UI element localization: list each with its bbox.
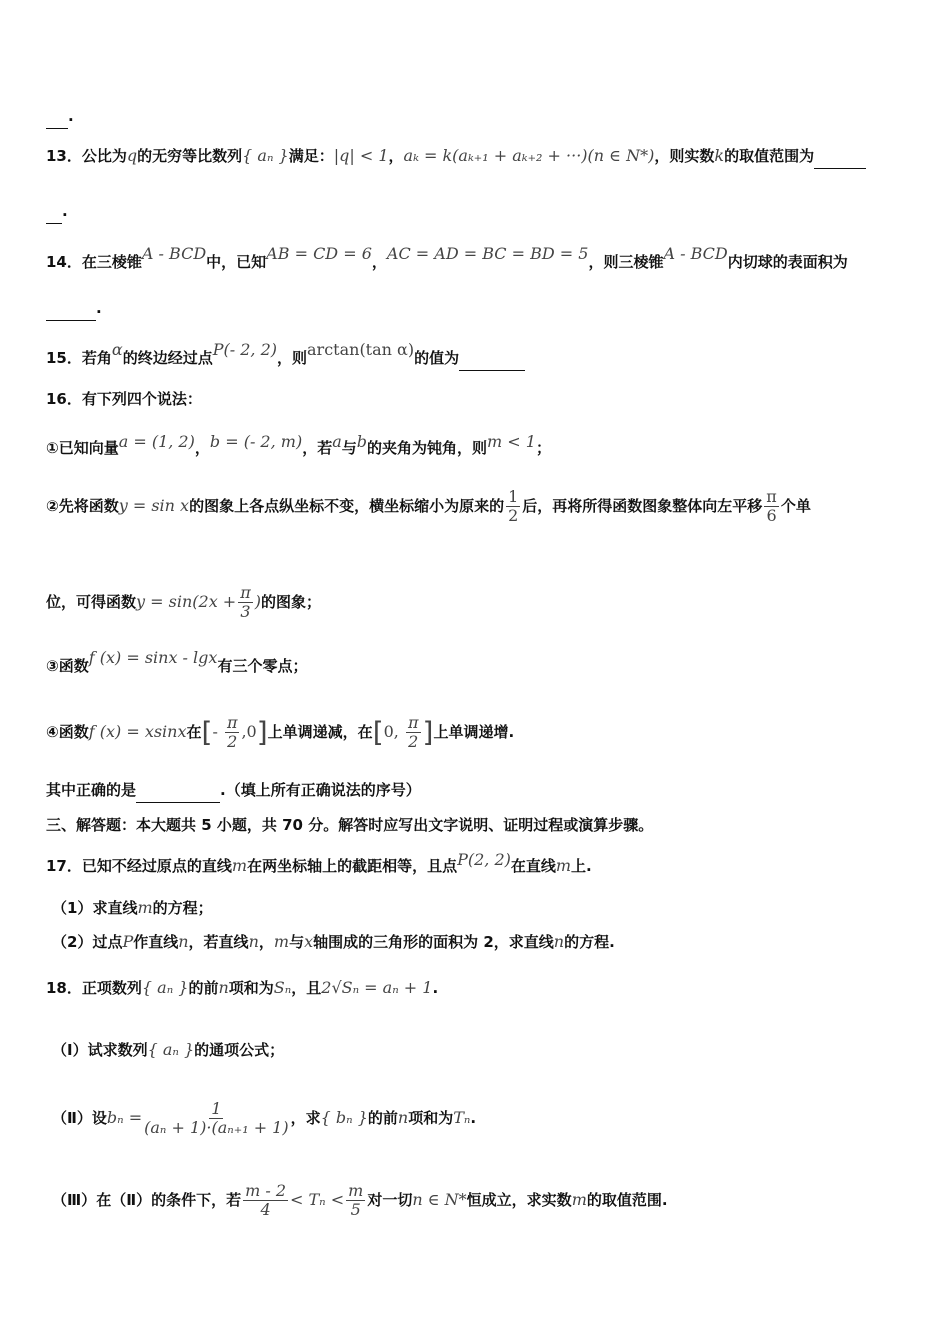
question-16 (46, 389, 910, 409)
question-number: 14． (46, 253, 82, 271)
q18-text: ，且 (291, 979, 322, 997)
q18-text: 项和为 (228, 979, 274, 997)
math-n: n (218, 978, 229, 997)
q17-text: ， (258, 933, 274, 951)
q18-text: 的取值范围. (586, 1191, 668, 1209)
q18-text: 恒成立，求实数 (466, 1191, 572, 1209)
q17-part-2 (52, 932, 910, 952)
question-17 (46, 850, 910, 876)
fraction-denominator: (aₙ + 1)·(aₙ₊₁ + 1) (144, 1118, 289, 1137)
q17-text: 在直线 (510, 857, 556, 875)
s4-text: 上单调递增. (433, 723, 515, 741)
fraction-denominator: 5 (350, 1200, 361, 1219)
statement-mark: ① (46, 439, 59, 457)
q17-text: 在两坐标轴上的截距相等，且点 (247, 857, 458, 875)
math-function: f (x) = xsinx (88, 722, 187, 741)
q13-tail-line (46, 201, 910, 224)
math-function: y = sin(2x + (136, 592, 237, 611)
s2-text: 的图象； (260, 593, 321, 611)
fraction-pi-over-2 (406, 714, 421, 751)
math-solid: A - BCD (141, 244, 207, 263)
q18-text: 正项数列 (81, 979, 142, 997)
q17-text: 上. (571, 857, 592, 875)
s4-text: 函数 (58, 723, 89, 741)
q18-text: 在（Ⅱ）的条件下，若 (96, 1191, 242, 1209)
question-number: 15． (46, 349, 82, 367)
q18-text: . (432, 979, 439, 997)
math-m: m (231, 856, 248, 875)
answer-blank (46, 108, 68, 129)
right-bracket: ] (256, 715, 268, 749)
math-n: n (248, 932, 259, 951)
s1-text: ， (194, 439, 210, 457)
fraction-numerator: m - 2 (245, 1181, 287, 1200)
fraction-denominator: 4 (260, 1200, 271, 1219)
q18-text: 项和为 (408, 1109, 454, 1127)
math-n: n (178, 932, 189, 951)
q14-text: 内切球的表面积为 (727, 253, 848, 271)
math-x: x (304, 932, 314, 951)
q13-text: 公比为 (81, 147, 127, 165)
s3-text: 函数 (58, 657, 89, 675)
part-label: （1） (52, 899, 93, 917)
q17-part-1 (52, 898, 910, 918)
math-condition: m < 1 (487, 432, 536, 451)
q13-tail-period: . (62, 202, 68, 220)
q13-text: ，则实数 (654, 147, 715, 165)
statement-4 (46, 712, 910, 753)
math-S: Sₙ (273, 978, 292, 997)
math-function: y = sin x (118, 496, 190, 515)
part-label: （Ⅲ） (52, 1191, 97, 1209)
q17-text: 已知不经过原点的直线 (81, 857, 232, 875)
math-condition: AB = CD = 6 (266, 244, 372, 263)
math-expression: arctan(tan α) (307, 340, 415, 359)
question-number: 18． (46, 979, 82, 997)
part-label: （Ⅱ） (52, 1109, 92, 1127)
statement-mark: ② (46, 497, 59, 515)
math-b-n: bₙ = (106, 1108, 143, 1127)
statement-mark: ③ (46, 657, 59, 675)
math-m: m (571, 1190, 587, 1209)
question-14 (46, 244, 910, 272)
q17-text: 过点 (92, 933, 123, 951)
q14-tail-period: . (96, 299, 102, 317)
math-sequence: { aₙ } (147, 1040, 195, 1059)
answer-blank (46, 203, 62, 224)
s1-text: 已知向量 (58, 439, 119, 457)
q18-text: 设 (91, 1109, 107, 1127)
q18-part-1 (52, 1040, 910, 1060)
part-label: （Ⅰ） (52, 1041, 88, 1059)
fraction-b-n (144, 1100, 288, 1137)
fraction-denominator: 2 (508, 506, 519, 525)
q13-text: 满足： (288, 147, 334, 165)
s1-text: ，若 (302, 439, 333, 457)
s4-text: 上单调递减，在 (267, 723, 373, 741)
fraction-pi-over-6 (764, 488, 779, 525)
fraction-numerator: 1 (211, 1099, 222, 1118)
math-inequality: < Tₙ < (290, 1190, 345, 1209)
q17-text: ，若直线 (188, 933, 249, 951)
q14-text: ，则三棱锥 (588, 253, 664, 271)
s3-text: 有三个零点； (217, 657, 308, 675)
q17-text: 轴围成的三角形的面积为 2，求直线 (313, 933, 554, 951)
math-n: n (553, 932, 565, 951)
s2-text: 个单 (780, 497, 811, 515)
fraction-denominator: 2 (227, 732, 238, 751)
q18-text: ，求 (290, 1109, 321, 1127)
q18-text: 试求数列 (87, 1041, 148, 1059)
fraction-numerator: π (226, 713, 238, 732)
fraction-lower-bound (243, 1182, 288, 1219)
fraction-numerator: π (240, 583, 251, 602)
q13-text: ， (388, 147, 404, 165)
math-q: q (126, 146, 138, 165)
math-condition: AC = AD = BC = BD = 5 (386, 244, 589, 263)
q12-tail-period: . (68, 107, 74, 125)
q16-ask-text: 其中正确的是 (46, 781, 137, 799)
left-bracket: [ (372, 715, 384, 749)
q15-text: 若角 (81, 349, 112, 367)
q17-text: 求直线 (92, 899, 138, 917)
q15-text: ，则 (277, 349, 308, 367)
q16-ask-text: .（填上所有正确说法的序号） (220, 781, 421, 799)
fraction-pi-over-2 (225, 714, 240, 751)
math-n: n (397, 1108, 409, 1127)
q15-text: 的终边经过点 (122, 349, 213, 367)
math-relation: aₖ = k(aₖ₊₁ + aₖ₊₂ + ···)(n ∈ N*) (403, 146, 655, 165)
fraction-one-half (506, 488, 520, 525)
right-bracket: ] (422, 715, 434, 749)
question-13 (46, 146, 910, 169)
math-relation: 2√Sₙ = aₙ + 1 (321, 978, 433, 997)
q14-text: 在三棱锥 (81, 253, 142, 271)
q15-text: 的值为 (414, 349, 460, 367)
q18-part-3 (52, 1180, 910, 1220)
math-function: f (x) = sinx - lgx (88, 648, 218, 667)
math-m: m (273, 932, 290, 951)
question-number: 13． (46, 147, 82, 165)
q18-text: 的通项公式； (194, 1041, 285, 1059)
math-alpha: α (111, 340, 123, 359)
s2-text: 位，可得函数 (46, 593, 137, 611)
question-number: 16． (46, 390, 82, 408)
q12-tail-line (46, 106, 910, 129)
math-vector-a: a = (1, 2) (118, 432, 195, 451)
math-P: P (122, 932, 134, 951)
question-18 (46, 978, 910, 998)
math-T: Tₙ (453, 1108, 471, 1127)
s1-text: ； (535, 439, 551, 457)
q18-text: 的前 (367, 1109, 398, 1127)
fraction-pi-over-3 (238, 584, 253, 621)
math-a: a (332, 432, 342, 451)
q18-text: . (470, 1109, 477, 1127)
math-sequence: { aₙ } (141, 978, 189, 997)
statement-mark: ④ (46, 723, 59, 741)
q17-text: 作直线 (133, 933, 179, 951)
q16-ask (46, 780, 910, 803)
q17-text: 的方程； (152, 899, 213, 917)
math-solid: A - BCD (663, 244, 728, 263)
statement-3 (46, 648, 910, 676)
fraction-numerator: π (766, 487, 777, 506)
math-point: P(- 2, 2) (212, 340, 277, 359)
math-condition: |q| < 1 (333, 146, 389, 165)
s1-text: 的夹角为钝角，则 (367, 439, 488, 457)
q14-text: ， (371, 253, 387, 271)
q18-text: 的前 (188, 979, 219, 997)
fraction-numerator: m (348, 1181, 364, 1200)
fraction-denominator: 6 (766, 506, 777, 525)
math-m: m (555, 856, 572, 875)
math-k: k (714, 146, 725, 165)
s4-text: 在 (186, 723, 202, 741)
fraction-numerator: 1 (508, 487, 519, 506)
interval-part: - (212, 722, 223, 741)
s2-text: 的图象上各点纵坐标不变，横坐标缩小为原来的 (189, 497, 505, 515)
question-number: 17． (46, 857, 82, 875)
math-condition: n ∈ N* (412, 1190, 467, 1209)
q18-part-2 (52, 1098, 910, 1138)
answer-blank (136, 782, 220, 803)
s2-text: 后，再将所得函数图象整体向左平移 (522, 497, 763, 515)
math-vector-b: b = (- 2, m) (209, 432, 303, 451)
s2-text: 先将函数 (58, 497, 119, 515)
q17-text: 的方程. (564, 933, 615, 951)
answer-blank (814, 148, 866, 169)
math-sequence: { bₙ } (320, 1108, 368, 1127)
part-label: （2） (52, 933, 93, 951)
s1-text: 与 (341, 439, 357, 457)
answer-blank (459, 350, 525, 371)
statement-1 (46, 432, 910, 458)
q14-tail-line (46, 298, 910, 321)
math-b: b (356, 432, 368, 451)
statement-2-cont (46, 584, 910, 621)
interval-part: ,0 (241, 722, 257, 741)
math-paren: ) (254, 592, 261, 611)
math-point: P(2, 2) (457, 850, 511, 869)
interval-part: 0, (383, 722, 404, 741)
fraction-numerator: π (407, 713, 419, 732)
q13-text: 的无穷等比数列 (137, 147, 243, 165)
q16-text: 有下列四个说法： (81, 390, 202, 408)
question-15 (46, 340, 910, 371)
statement-2 (46, 488, 910, 525)
q14-text: 中，已知 (206, 253, 267, 271)
section-heading: 三、解答题：本大题共 5 小题，共 70 分。解答时应写出文字说明、证明过程或演算步骤。 (46, 816, 654, 834)
fraction-denominator: 2 (408, 732, 419, 751)
q13-text: 的取值范围为 (724, 147, 815, 165)
math-sequence: { aₙ } (242, 146, 289, 165)
math-m: m (137, 898, 153, 917)
q18-text: 对一切 (367, 1191, 413, 1209)
fraction-upper-bound (346, 1182, 365, 1219)
fraction-denominator: 3 (240, 602, 251, 621)
answer-blank (46, 300, 96, 321)
left-bracket: [ (201, 715, 213, 749)
q17-text: 与 (289, 933, 305, 951)
